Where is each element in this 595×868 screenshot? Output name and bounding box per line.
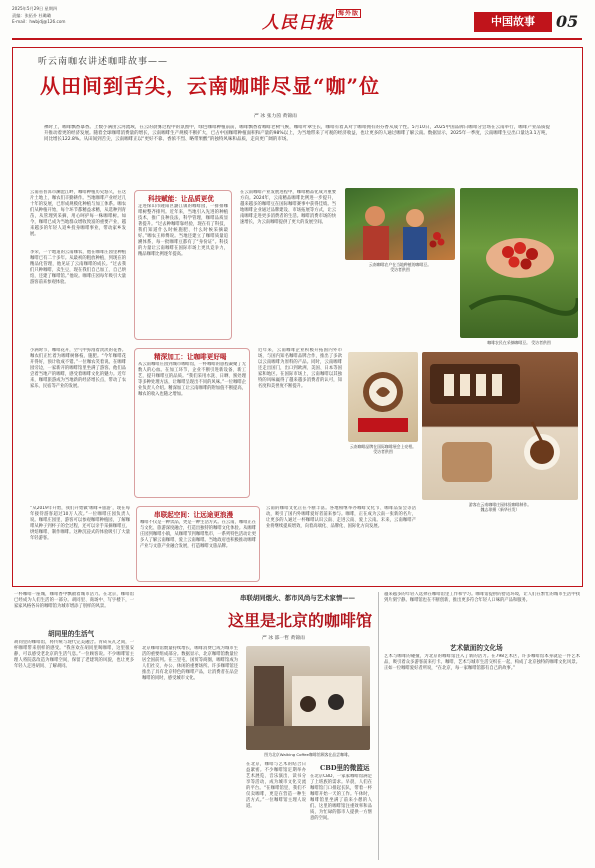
- story-lead: 裸时上，咖啡飘香暴香。上数小满由云河流域，在云的晨雾过程中的氛围中，绿色咖啡种植前前，咖啡飘香着咖啡老树气候，咖啡叶翠生长，咖啡有着其对于咖啡拥有的芬香从成个性。5月10日，2025中国品牌日咖啡分会场在云南举行，咖啡产业品质提升推动着更的经济发展。随着全球咖啡消费量的增长，云南咖啡生产规模不断扩大，已占中国咖啡种植面积和产量的98%以上，为当地带来了可观的经济收益，也让更多的人通过咖啡了解云南。数据显示，2025年一季度，云南咖啡生豆出口量达3.1万吨，同比增长122.8%。从田间到舌尖，云南咖啡正以“更好不靠、香浓不烈、略带果酸”的独特风味和品质，走向更广阔的市场。: [44, 125, 550, 143]
- bottom-kicker: 串联胡同烟火、都市风尚与艺术家情——: [240, 594, 356, 602]
- coffee-pour-photo: [422, 352, 578, 500]
- subheading-processing: 精深加工：让咖啡更好喝: [154, 353, 227, 361]
- bottom-subheading-2: CBD里的微篮运: [320, 764, 370, 772]
- story-column-3: 在云南咖啡产业发展进程中，咖啡精品化成为重要方向。2024年，云南精品咖啡比例进一步提升，越来越多的咖啡豆在国际咖啡赛事中获得佳绩。当地咖啡企业通过品牌建设、市场拓展等方式，让云南咖啡走进更多消费者的生活。咖啡消费市场的快速增长，为云南咖啡提供了更大的发展空间。: [240, 190, 336, 225]
- page-header: [0, 0, 595, 46]
- page-number: 05: [556, 12, 579, 31]
- story-column-1: 云南省普洱市澜沧江畔，咖啡种植历史悠久，在这片土地上，咖农们辛勤耕作。当地咖啡产业经过几十年的发展，已形成规模化种植与加工体系。咖农们从种植开始，每个环节都精益求精，从选种到育苗，从管理到采摘，用心呵护每一株咖啡树。如今，咖啡已成为当地群众增收致富的重要产业，越来越多的年轻人返乡投身咖啡事业，带动家乡发展。: [30, 190, 126, 237]
- story-column-1b: 李荣，一个地道的云南咖农，他在咖啡庄园里种植咖啡已有二十多年。从最初的粗放种植，到现在的精品化管理，他见证了云南咖啡的成长。“过去我们只种咖啡，卖生豆，现在我们自己加工、自己烘焙，还建了咖啡馆。”他说。咖啡庄园每年吸引大量游客前来参观体验。: [30, 250, 126, 285]
- story-column-8: 咖啡不仅是一种饮品，更是一种生活方式。在云南，咖啡正在与文化、旅游深度融合，打造出独特的咖啡文化体验。从咖啡庄园到咖啡小镇，从咖啡节到咖啡集市，一系列特色活动让更多人了解云南咖啡、爱上云南咖啡。当地政府也积极推动咖啡产业与文旅产业融合发展，打造咖啡文旅品牌。: [140, 520, 256, 549]
- story-column-2: 走进保山市隆阳区潞江镇的咖啡园，一排排咖啡树整齐排列。近年来，当地引入先进的种植技术，推广良种良法，科学管理，咖啡品质显著提升。“过去种咖啡靠经验，现在有了科技，我们知道什么时候施肥、什么时候采摘最好。”咖农王师傅说。当地还建立了咖啡质量追溯体系，每一批咖啡豆都有了“身份证”。科技的力量让云南咖啡在国际市场上更具竞争力，精品咖啡比例逐年提高。: [138, 204, 228, 257]
- header-rule: [12, 38, 582, 40]
- beijing-cafe-illustration: [246, 646, 370, 750]
- story-headline: 从田间到舌尖，云南咖啡尽显“咖”位: [40, 74, 381, 98]
- coffee-sign-illustration: [348, 352, 418, 442]
- bottom-column-3: 在北京，咖啡与艺术的结合日益紧密。不少咖啡馆定期举办艺术展览、音乐演出、读书分享等活动，成为城市文化交流的平台。“在咖啡馆里，我们不仅卖咖啡，更是在营造一种生活方式。”一位咖啡馆主理人说道。: [246, 762, 306, 809]
- story-column-9: 云南的咖啡文化正在不断丰富。各地相继举办咖啡文化节、咖啡品鉴会等活动，吸引了国内外咖啡爱好者前来参与。咖啡，正在成为云南一张新的名片，让更多的人通过一杯咖啡认识云南、走进云南、爱上云南。未来，云南咖啡产业将继续提质增效，向着高端化、品牌化、国际化方向发展。: [266, 506, 416, 529]
- bottom-column-1: 胡同里的咖啡馆，将传统与现代完美融合。青砖灰瓦之间，一杯咖啡带来别样的感受。“我喜欢在胡同里喝咖啡，这里很安静，可以感受老北京的生活气息。”一位顾客说。不少咖啡馆主理人将院落改造为咖啡空间，保留了老建筑的风貌，也让更多年轻人走进胡同、了解胡同。: [14, 640, 134, 669]
- logo-text: 人民日报: [262, 13, 334, 33]
- newspaper-logo: [262, 8, 361, 33]
- section-tag: 中国故事: [474, 12, 552, 32]
- header-meta: [12, 6, 66, 26]
- caption-text-3: 云南咖啡品牌在国际咖啡展会上亮相。: [349, 444, 417, 449]
- coffee-pour-illustration: [422, 352, 578, 500]
- beijing-cafe-photo: [246, 646, 370, 750]
- editors: 责编：张拓扑 杜璐璐: [12, 12, 52, 18]
- coffee-cherry-photo: [460, 188, 578, 338]
- caption-credit-1: 受访者供图: [390, 267, 410, 273]
- photo-caption-4: [422, 502, 578, 512]
- story-byline: 严 冰 张力茵 黄锦雨: [254, 114, 297, 119]
- story-column-7: “从2019年开始，我们开始做‘咖啡+旅游’，现在每年接待游客超过10万人次。”一位咖啡庄园负责人说。咖啡庄园里，游客可以参观咖啡种植园，了解咖啡从种子到杯子的全过程，还可以亲手采摘咖啡豆、烘焙咖啡、制作咖啡。这种沉浸式的体验吸引了大量年轻游客。: [30, 506, 130, 541]
- bottom-photo-caption: 图为北京Walking Coffee咖啡馆顾客在品尝咖啡。: [264, 752, 352, 757]
- bottom-intro: 一杯咖啡一座城，咖啡香中飘散着城市活力。在北京，咖啡馆已经成为人们生活的一部分。胡同里、商场中、写字楼下，一家家风格各异的咖啡馆为城市增添了别样的风景。: [14, 592, 134, 609]
- bottom-column-4b: 艺术与咖啡的碰撞，为北京的咖啡馆注入了新的活力。在798艺术区，许多咖啡馆本身就是一件艺术品，吸引着众多游客前来打卡。咖啡、艺术与城市生活交织在一起，构成了北京独特的咖啡文化风景。正如一位咖啡爱好者所说，“在北京，每一家咖啡馆都有自己的故事。”: [384, 654, 580, 671]
- photo-caption-3: [348, 444, 418, 454]
- bottom-column-4: 越来越多的年轻人选择在咖啡馆里工作和学习。咖啡馆提供的舒适环境，让人们在繁忙的城市生活中找到片刻宁静。咖啡馆也在不断创新，推出更多符合年轻人口味的产品和服务。: [384, 592, 580, 603]
- caption-text-2: 咖啡农民在采摘咖啡豆。: [487, 340, 531, 345]
- photo-caption-1: [345, 262, 455, 272]
- coffee-farmer-photo: [345, 188, 455, 260]
- coffee-farmer-illustration: [345, 188, 455, 260]
- bottom-headline: 这里是北京的咖啡馆: [228, 611, 373, 630]
- logo-badge: 海外版: [338, 10, 360, 17]
- caption-credit-2: 受访者供图: [531, 340, 551, 345]
- caption-text-4: 游客在云南咖啡庄园体验咖啡制作。: [468, 502, 532, 507]
- caption-credit-3: 受访者供图: [373, 449, 393, 455]
- caption-text-1: 云南咖啡农户在当地种植的咖啡豆。: [368, 262, 432, 267]
- bottom-subheading-1: 胡同里的生活气: [48, 630, 95, 638]
- contact-email: E-mail：hwbjdj@126.com: [12, 19, 66, 24]
- subheading-space: 串联起空间：让远途更浪漫: [154, 511, 234, 519]
- photo-caption-2: [460, 340, 578, 345]
- story-column-5: 从云南咖啡庄园到城市咖啡馆，一杯咖啡的旅程凝聚了无数人的心血。在加工环节，企业不断引进新设备、新工艺，提升咖啡豆的品质。“我们采用水洗、日晒、蜜处理等多种处理方法，让咖啡呈现出不同的风味。”一位咖啡企业负责人介绍。精深加工让云南咖啡的附加值不断提高，咖农的收入也随之增加。: [138, 362, 246, 397]
- caption-credit-4: 魏志琼摄（新华社发）: [480, 507, 520, 513]
- issue-date: 2025年5月29日 星期四: [12, 6, 58, 11]
- bottom-byline: 严 冰 邵一哲 黄锦雨: [262, 636, 305, 641]
- story-column-4: 小满时节，咖啡花开，空气中弥漫着淡淡的花香。咖农们正忙着为咖啡树修枝、施肥。“今年咖啡花开得好，预计收成不错。”一位咖农笑着说。在咖啡园旁边，一家新开的咖啡馆里坐满了游客。他们品尝着当地产的咖啡，感受着咖啡文化的魅力。近年来，咖啡旅游成为当地新的经济增长点，带动了农家乐、民宿等产业的发展。: [30, 348, 126, 389]
- bottom-column-3b: 在北京CBD，一家家咖啡馆满足了上班族的需求。早晨，人们在咖啡馆门口排起长队，带着一杯咖啡开始一天的工作。午休时，咖啡馆里坐满了前来小憩的人们。这里的咖啡馆注重效率和品质，为忙碌的都市人提供一方惬意的空间。: [310, 774, 372, 821]
- section-label: [474, 12, 578, 32]
- coffee-cherry-illustration: [460, 188, 578, 338]
- column-divider: [378, 592, 379, 860]
- story-kicker: 听云南咖农讲述咖啡故事——: [38, 57, 169, 67]
- coffee-sign-photo: [348, 352, 418, 442]
- story-column-6: 近年来，云南咖啡企业积极开拓国内外市场，与国内知名咖啡品牌合作，推出了多款以云南咖啡为原料的产品。同时，云南咖啡还走出国门，出口到欧洲、美国、日本等国家和地区。在国际市场上，云南咖啡以其独特的风味赢得了越来越多消费者的认可，知名度和美誉度不断提升。: [258, 348, 342, 389]
- bottom-column-2: 北京咖啡馆数量持续增长，咖啡消费已成为城市生活的重要组成部分。数据显示，北京咖啡馆数量位居全国前列。在三里屯、国贸等商圈，咖啡馆成为人们社交、办公、休闲的重要场所。许多咖啡馆还推出了具有北京特色的咖啡产品，让消费者在品尝咖啡的同时，感受城市文化。: [142, 646, 238, 681]
- subheading-tech: 科技赋能：让品质更优: [148, 195, 214, 203]
- bottom-subheading-3: 艺术做面的文化场: [450, 644, 503, 652]
